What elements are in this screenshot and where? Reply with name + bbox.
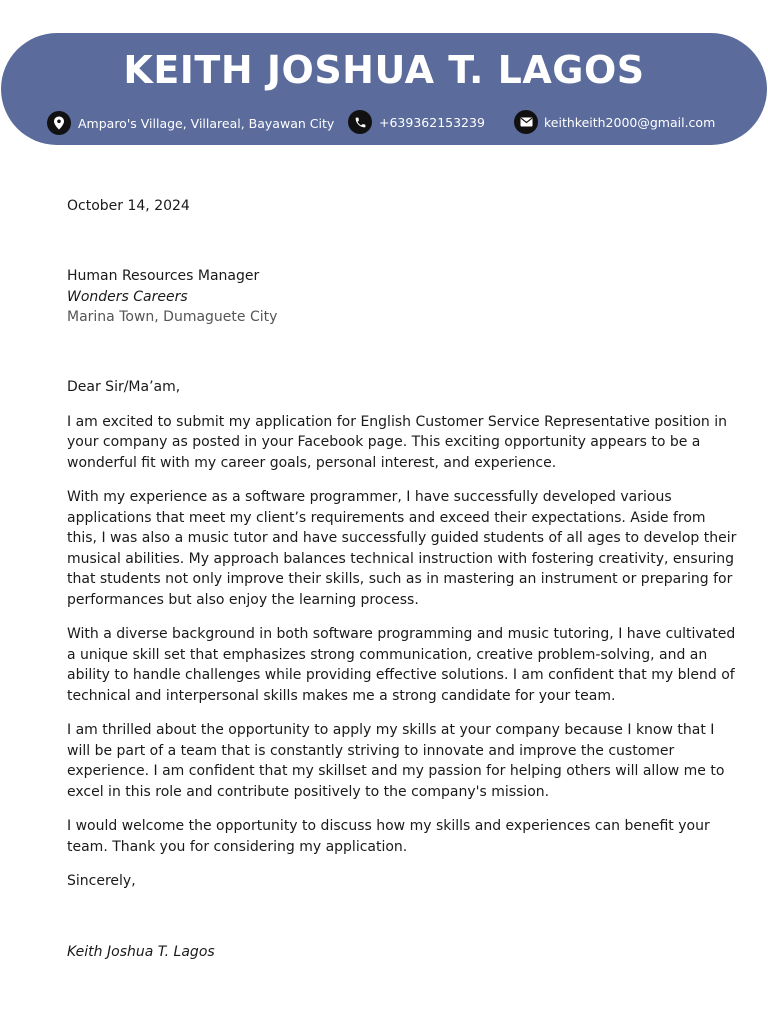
address-text: Amparo's Village, Villareal, Bayawan City xyxy=(78,115,335,131)
letter-body xyxy=(67,377,737,906)
contact-email xyxy=(514,110,715,134)
body-paragraph: With my experience as a software programmer, I have successfully developed various applications that meet my client’s requirements and exceed their expectations. Aside from this, I was also a music tutor and have successfully guided students of all ages to develop their musical abilities. My approach balances technical instruction with fostering creativity, ensuring that students not only improve their skills, such as in mastering an instrument or preparing for performances but also enjoy the learning process. xyxy=(67,489,737,608)
recipient-location: Marina Town, Dumaguete City xyxy=(67,309,278,325)
envelope-icon xyxy=(514,110,538,134)
salutation: Dear Sir/Ma’am, xyxy=(67,379,181,395)
location-pin-icon xyxy=(47,111,71,135)
applicant-name: KEITH JOSHUA T. LAGOS xyxy=(123,48,645,92)
letter-date: October 14, 2024 xyxy=(67,198,190,214)
signature-name: Keith Joshua T. Lagos xyxy=(67,944,215,960)
recipient-block xyxy=(67,266,277,328)
closing: Sincerely, xyxy=(67,873,136,889)
phone-text[interactable]: +639362153239 xyxy=(379,114,485,130)
recipient-title: Human Resources Manager xyxy=(67,268,260,284)
contact-address xyxy=(47,111,334,135)
email-text[interactable]: keithkeith2000@gmail.com xyxy=(544,114,716,130)
contact-phone xyxy=(348,110,485,134)
body-paragraph: I am thrilled about the opportunity to apply my skills at your company because I know that I will be part of a team that is constantly striving to innovate and improve the customer experience. I am confident that my skillset and my passion for helping others will allow me to excel in this role and contribute positively to the company's mission. xyxy=(67,722,725,800)
body-paragraph: I would welcome the opportunity to discuss how my skills and experiences can benefit your team. Thank you for considering my application. xyxy=(67,818,710,855)
phone-icon xyxy=(348,110,372,134)
body-paragraph: With a diverse background in both software programming and music tutoring, I have cultivated a unique skill set that emphasizes strong communication, creative problem-solving, and an ability to handle challenges while providing effective solutions. I am confident that my blend of technical and interpersonal skills makes me a strong candidate for your team. xyxy=(67,626,736,704)
body-paragraph: I am excited to submit my application for English Customer Service Representative position in your company as posted in your Facebook page. This exciting opportunity appears to be a wonderful fit with my career goals, personal interest, and experience. xyxy=(67,413,728,471)
recipient-company: Wonders Careers xyxy=(67,288,188,305)
